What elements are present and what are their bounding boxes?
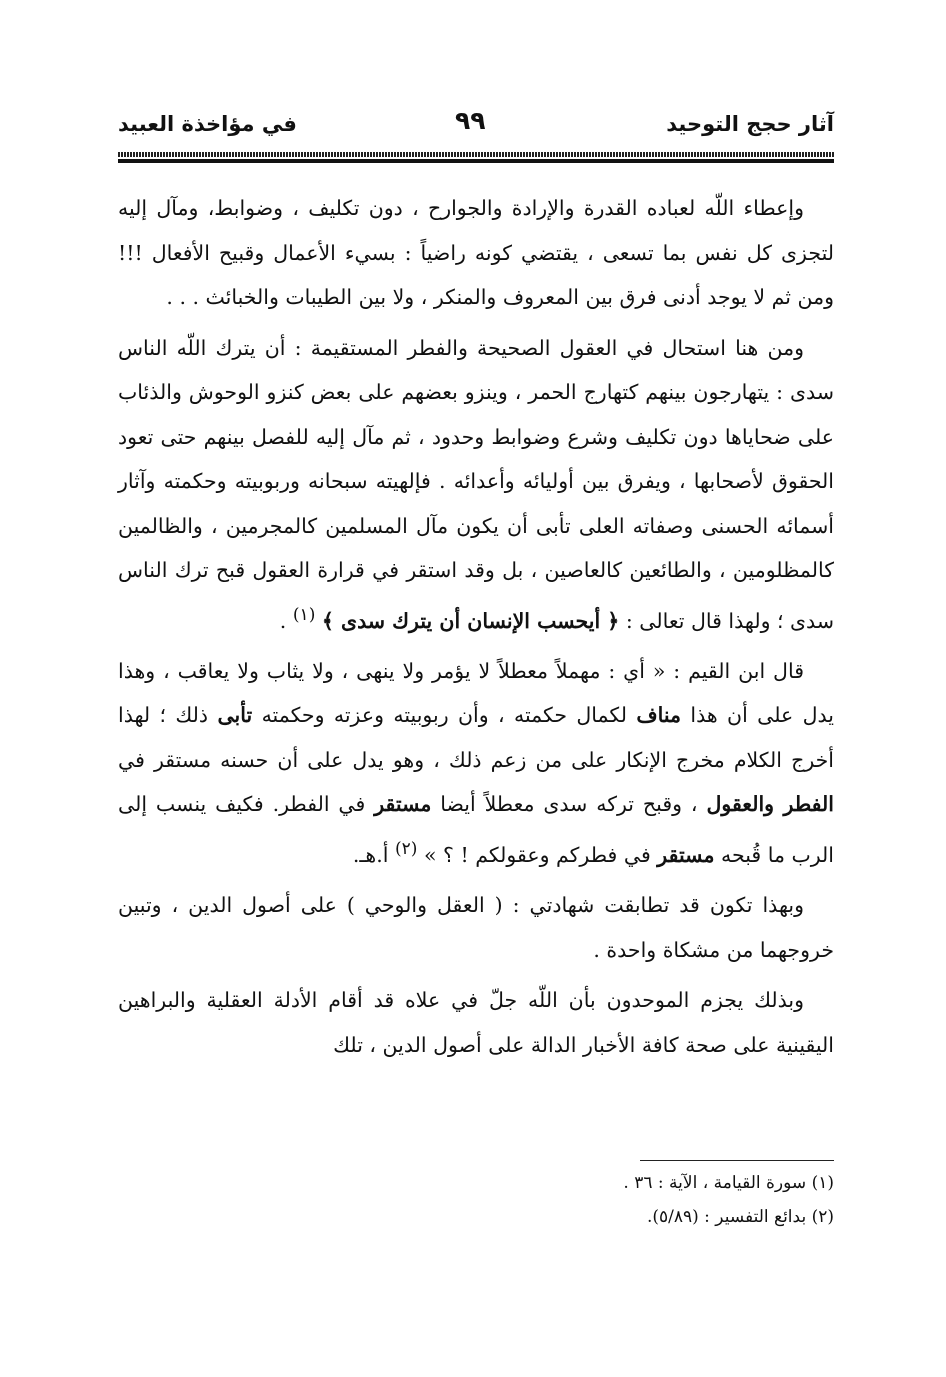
page-number: ٩٩ [455,106,486,135]
footnotes [118,1166,834,1234]
footnote-ref-2: (٢) [394,838,418,859]
footnote-separator [640,1160,834,1161]
paragraph-4: وبهذا تكون قد تطابقت شهادتي : ( العقل والوحي ) على أصول الدين ، وتبين خروجهما من مشكاة واحدة . [118,893,834,962]
paragraph-2: ومن هنا استحال في العقول الصحيحة والفطر المستقيمة : أن يترك اللّه الناس سدى : يتهارجون بينهم كتهارج الحمر ، وينزو بعضهم على بعض كنزو الوحوش والذئاب على ضحاياها دون تكليف وشرع وضوابط وحدود ، ثم مآل إليه للفصل بينهم حتى تعود الحقوق لأصحابها ، ويفرق بين أوليائه وأعدائه . فإلهيته سبحانه وربوبيته وحكمته وآثار أسمائه الحسنى وصفاته العلى تأبى أن يكون مآل المسلمين كالمجرمين ، والظالمين كالمظلومين ، والطائعين كالعاصين ، بل وقد استقر في قرارة العقول قبح ترك الناس سدى ؛ ولهذا قال تعالى : ﴿ أيحسب الإنسان أن يترك سدى ﴾ $^{(١)}$ . [118,335,834,633]
footnote-2: (٢) بدائع التفسير : (٥/٨٩). [646,1207,834,1227]
paragraph-5: وبذلك يجزم الموحدون بأن اللّه جلّ في علاه قد أقام الأدلة العقلية والبراهين اليقينية على صحة كافة الأخبار الدالة على أصول الدين ، تلك [118,988,834,1057]
footnote-ref-1: (١) [292,604,316,625]
paragraph-1: وإعطاء اللّه لعباده القدرة والإرادة والجوارح ، دون تكليف ، وضوابط، ومآل إليه لتجزى كل نفس بما تسعى ، يقتضي كونه راضياً : بسيء الأعمال وقبيح الأفعال !!! ومن ثم لا يوجد أدنى فرق بين المعروف والمنكر ، ولا بين الطيبات والخبائث . . . [118,196,834,309]
paragraph-3-quote: قال ابن القيم : « أي : مهملاً معطلاً لا يؤمر ولا ينهى ، ولا يثاب ولا يعاقب ، وهذا يدل على أن هذا مناف لكمال حكمته ، وأن ربوبيته وعزته وحكمته تأبى ذلك ؛ لهذا أخرج الكلام مخرج الإنكار على من زعم ذلك ، وهو يدل على أن حسنه مستقر في الفطر والعقول ، وقبح تركه سدى معطلاً أيضا مستقر في الفطر. فكيف ينسب إلى الرب ما قُبحه مستقر في فطركم وعقولكم ! ؟ » $^{(٢)}$ أ.هـ. [118,658,834,867]
running-header [118,106,834,148]
header-book-title: آثار حجج التوحيد [666,112,834,136]
body-text [118,186,834,1073]
header-rule-solid [118,159,834,163]
header-rule-dotted [118,152,834,157]
footnote-1: (١) سورة القيامة ، الآية : ٣٦ . [623,1173,834,1193]
header-chapter-title: في مؤاخذة العبيد [118,112,297,136]
quran-verse: ﴿ أيحسب الإنسان أن يترك سدى ﴾ [321,608,620,633]
